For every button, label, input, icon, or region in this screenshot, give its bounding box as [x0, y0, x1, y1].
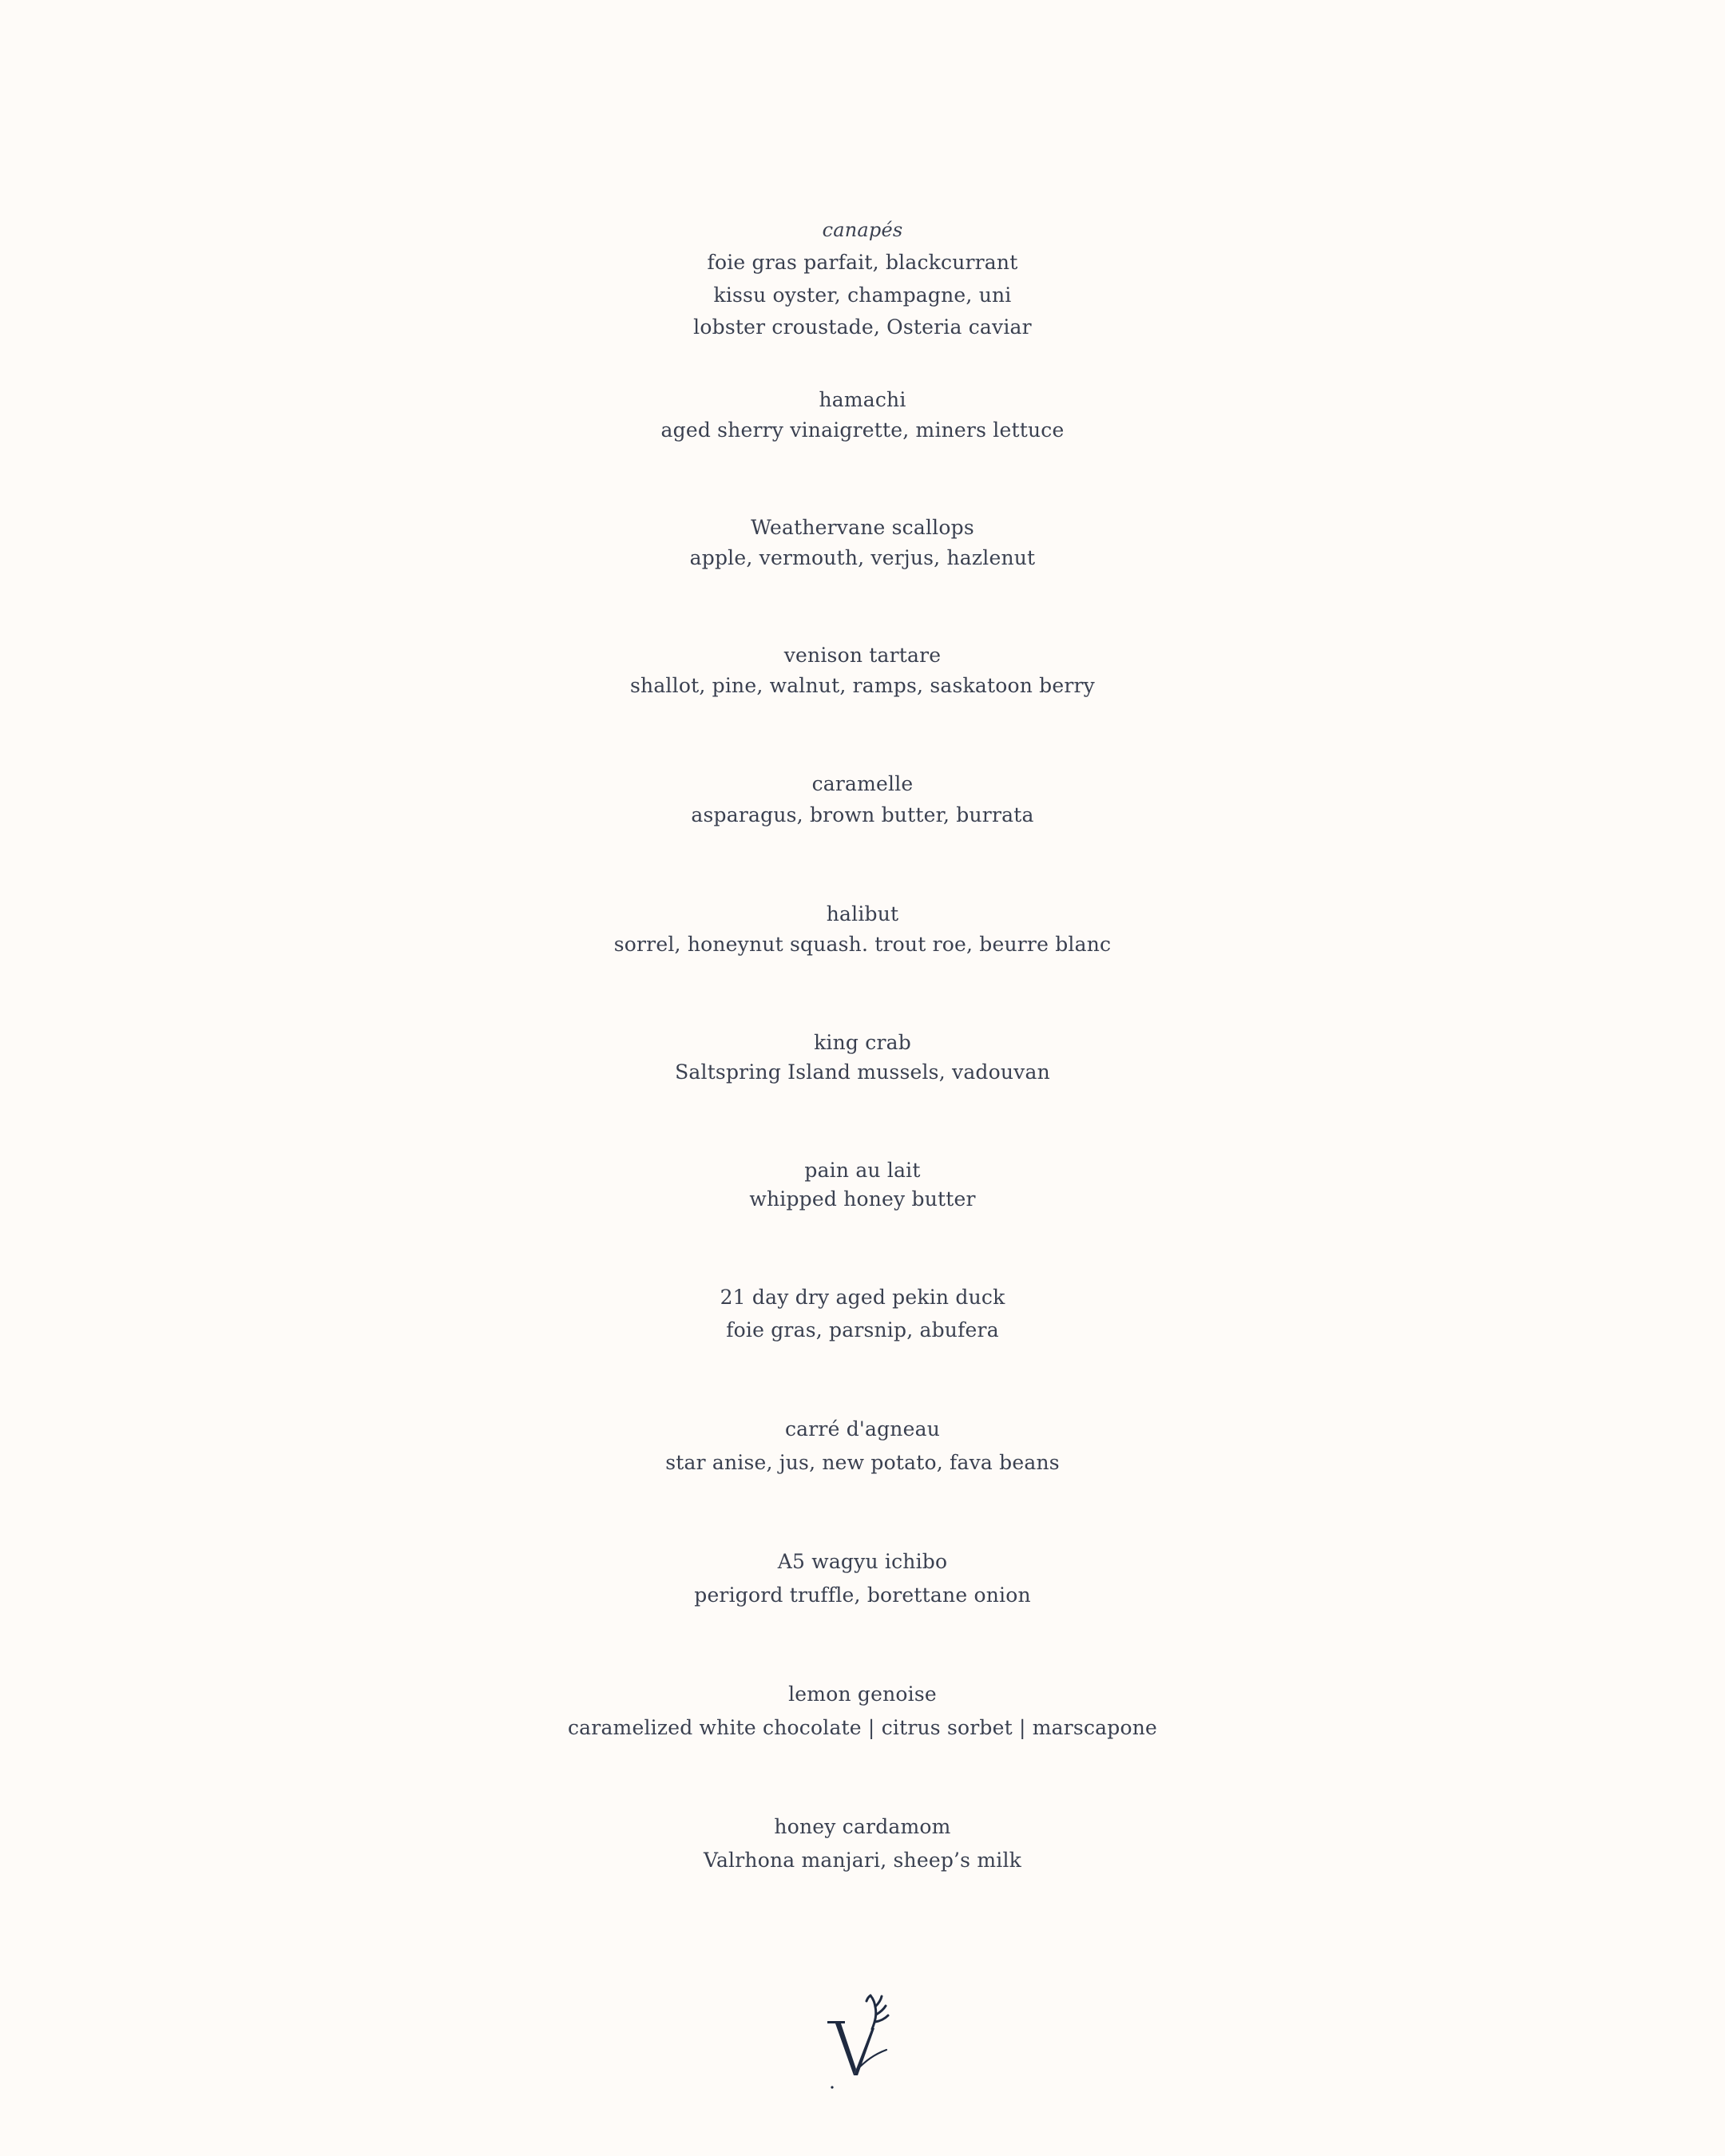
- course-name: A5 wagyu ichibo: [777, 1550, 948, 1573]
- course-description: shallot, pine, walnut, ramps, saskatoon berry: [630, 674, 1095, 697]
- course-description: foie gras, parsnip, abufera: [726, 1318, 999, 1342]
- course-description: apple, vermouth, verjus, hazlenut: [689, 546, 1036, 569]
- course-name: lemon genoise: [788, 1682, 937, 1706]
- course-name: pain au lait: [804, 1159, 921, 1182]
- course-name: venison tartare: [783, 644, 942, 667]
- course-name: carré d'agneau: [784, 1417, 941, 1441]
- course-description: aged sherry vinaigrette, miners lettuce: [660, 418, 1065, 442]
- course-name: halibut: [826, 902, 899, 925]
- course-description: caramelized white chocolate | citrus sorbet | marscapone: [567, 1716, 1158, 1739]
- course-name: honey cardamom: [774, 1815, 951, 1838]
- canape-item: lobster croustade, Osteria caviar: [693, 315, 1032, 339]
- stag-antler-v-logo-icon: [824, 1992, 904, 2092]
- course-description: perigord truffle, borettane onion: [694, 1583, 1031, 1607]
- course-description: sorrel, honeynut squash. trout roe, beurre blanc: [613, 933, 1112, 956]
- course-description: Valrhona manjari, sheep’s milk: [703, 1849, 1022, 1872]
- course-name: 21 day dry aged pekin duck: [720, 1286, 1005, 1309]
- course-description: star anise, jus, new potato, fava beans: [665, 1451, 1060, 1474]
- canape-item: kissu oyster, champagne, uni: [713, 283, 1012, 307]
- canapes-heading: canapés: [822, 219, 903, 241]
- canape-item: foie gras parfait, blackcurrant: [707, 251, 1018, 274]
- course-description: Saltspring Island mussels, vadouvan: [675, 1060, 1050, 1084]
- course-name: hamachi: [819, 388, 906, 411]
- course-name: Weathervane scallops: [751, 516, 974, 539]
- course-name: caramelle: [811, 772, 914, 795]
- course-description: asparagus, brown butter, burrata: [691, 803, 1034, 826]
- course-name: king crab: [814, 1031, 911, 1054]
- course-description: whipped honey butter: [749, 1187, 976, 1211]
